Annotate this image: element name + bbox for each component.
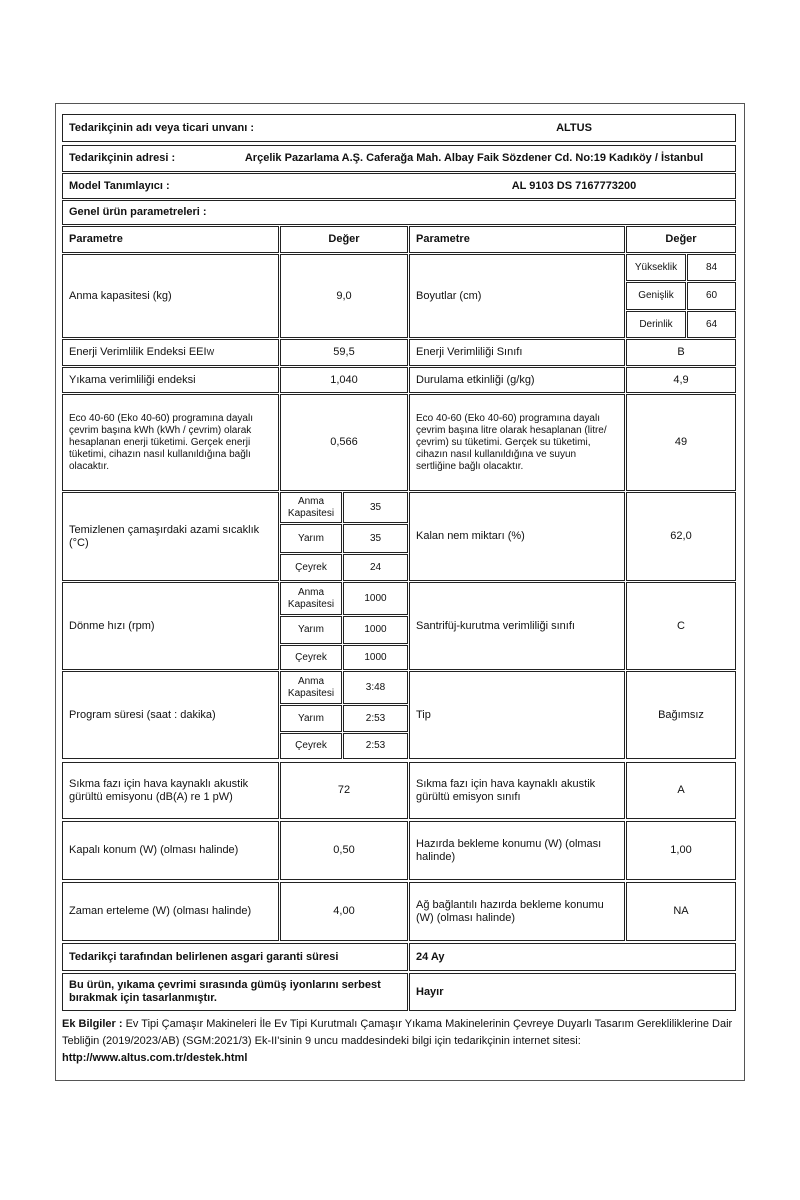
spin-half-value: 1000 bbox=[343, 616, 408, 644]
silver-ions-value: Hayır bbox=[409, 973, 736, 1011]
warranty-value: 24 Ay bbox=[409, 943, 736, 971]
temp-rated-name: Anma Kapasitesi bbox=[280, 492, 342, 523]
noise-value: 72 bbox=[280, 762, 408, 819]
supplier-address-label: Tedarikçinin adresi : bbox=[69, 152, 176, 164]
supplier-name-row bbox=[62, 114, 736, 142]
supplier-name-label: Tedarikçinin adı veya ticari unvanı : bbox=[69, 121, 255, 134]
dimensions-label: Boyutlar (cm) bbox=[409, 254, 625, 338]
wash-efficiency-value: 1,040 bbox=[280, 367, 408, 393]
spin-dry-class-label: Santrifüj-kurutma verimliliği sınıfı bbox=[409, 582, 625, 670]
eei-value: 59,5 bbox=[280, 339, 408, 366]
temp-quarter-name: Çeyrek bbox=[280, 554, 342, 581]
rinse-value: 4,9 bbox=[626, 367, 736, 393]
temperature-label: Temizlenen çamaşırdaki azami sıcaklık (°C) bbox=[62, 492, 279, 581]
depth-value: 64 bbox=[687, 311, 736, 338]
delay-start-label: Zaman erteleme (W) (olması halinde) bbox=[62, 882, 279, 941]
eei-label-text: Enerji Verimlilik Endeksi EEI bbox=[69, 346, 207, 358]
program-half-name: Yarım bbox=[280, 705, 342, 732]
standby-label: Hazırda bekleme konumu (W) (olması halinde) bbox=[409, 821, 625, 880]
spin-dry-class-value: C bbox=[626, 582, 736, 670]
spin-rated-name: Anma Kapasitesi bbox=[280, 582, 342, 615]
general-params-row bbox=[62, 200, 736, 225]
noise-class-label: Sıkma fazı için hava kaynaklı akustik gürültü emisyon sınıfı bbox=[409, 762, 625, 819]
support-link[interactable]: http://www.altus.com.tr/destek.html bbox=[62, 1052, 248, 1064]
width-name: Genişlik bbox=[626, 282, 686, 310]
additional-info-lead: Ek Bilgiler : bbox=[62, 1018, 123, 1030]
eei-label bbox=[62, 339, 279, 366]
silver-ions-label: Bu ürün, yıkama çevrimi sırasında gümüş iyonlarını serbest bırakmak için tasarlanmıştır. bbox=[62, 973, 408, 1011]
temp-half-name: Yarım bbox=[280, 524, 342, 553]
supplier-address-value: Arçelik Pazarlama A.Ş. Caferağa Mah. Albay Faik Sözdener Cd. No:19 Kadıköy / İstanbul bbox=[244, 152, 704, 164]
energy-class-value: B bbox=[626, 339, 736, 366]
depth-name: Derinlik bbox=[626, 311, 686, 338]
standby-value: 1,00 bbox=[626, 821, 736, 880]
supplier-address-row bbox=[62, 145, 736, 172]
warranty-label: Tedarikçi tarafından belirlenen asgari garanti süresi bbox=[62, 943, 408, 971]
network-standby-value: NA bbox=[626, 882, 736, 941]
program-rated-name: Anma Kapasitesi bbox=[280, 671, 342, 704]
header-param-left: Parametre bbox=[62, 226, 279, 253]
temp-quarter-value: 24 bbox=[343, 554, 408, 581]
additional-info bbox=[62, 1016, 736, 1078]
program-quarter-value: 2:53 bbox=[343, 733, 408, 759]
program-rated-value: 3:48 bbox=[343, 671, 408, 704]
network-standby-label: Ağ bağlantılı hazırda bekleme konumu (W) (olması halinde) bbox=[409, 882, 625, 941]
noise-class-value: A bbox=[626, 762, 736, 819]
model-value: AL 9103 DS 7167773200 bbox=[511, 179, 637, 192]
capacity-label: Anma kapasitesi (kg) bbox=[62, 254, 279, 338]
rinse-label: Durulama etkinliği (g/kg) bbox=[409, 367, 625, 393]
off-mode-label: Kapalı konum (W) (olması halinde) bbox=[62, 821, 279, 880]
type-value: Bağımsız bbox=[626, 671, 736, 759]
wash-efficiency-label: Yıkama verimliliği endeksi bbox=[62, 367, 279, 393]
program-quarter-name: Çeyrek bbox=[280, 733, 342, 759]
spin-half-name: Yarım bbox=[280, 616, 342, 644]
model-row bbox=[62, 173, 736, 199]
supplier-name-value: ALTUS bbox=[556, 121, 592, 134]
eco-energy-label: Eco 40-60 (Eko 40-60) programına dayalı çevrim başına kWh (kWh / çevrim) olarak hesaplanan enerji tüketimi. Gerçek enerji tüketimi, cihazın nasıl kullanıldığına bağlı olacaktır. bbox=[62, 394, 279, 491]
model-label: Model Tanımlayıcı : bbox=[69, 179, 170, 192]
temp-half-value: 35 bbox=[343, 524, 408, 553]
spin-label: Dönme hızı (rpm) bbox=[62, 582, 279, 670]
eei-label-sub: W bbox=[206, 348, 215, 357]
eco-energy-value: 0,566 bbox=[280, 394, 408, 491]
header-param-right: Parametre bbox=[409, 226, 625, 253]
moisture-value: 62,0 bbox=[626, 492, 736, 581]
delay-start-value: 4,00 bbox=[280, 882, 408, 941]
program-half-value: 2:53 bbox=[343, 705, 408, 732]
noise-label: Sıkma fazı için hava kaynaklı akustik gürültü emisyonu (dB(A) re 1 pW) bbox=[62, 762, 279, 819]
spin-quarter-name: Çeyrek bbox=[280, 645, 342, 670]
capacity-value: 9,0 bbox=[280, 254, 408, 338]
off-mode-value: 0,50 bbox=[280, 821, 408, 880]
header-value-left: Değer bbox=[280, 226, 408, 253]
spin-quarter-value: 1000 bbox=[343, 645, 408, 670]
energy-class-label: Enerji Verimliliği Sınıfı bbox=[409, 339, 625, 366]
additional-info-text: Ev Tipi Çamaşır Makineleri İle Ev Tipi Kurutmalı Çamaşır Yıkama Makinelerinin Çevreye Duyarlı Tasarım Gerekliliklerine Dair Tebliğin (2019/2023/AB) (SGM:2021/3) Ek-II'sinin 9 uncu maddesindeki bilgi için tedarikçinin internet sitesi: bbox=[62, 1018, 733, 1047]
moisture-label: Kalan nem miktarı (%) bbox=[409, 492, 625, 581]
spin-rated-value: 1000 bbox=[343, 582, 408, 615]
type-label: Tip bbox=[409, 671, 625, 759]
height-name: Yükseklik bbox=[626, 254, 686, 281]
eco-water-label: Eco 40-60 (Eko 40-60) programına dayalı çevrim başına litre olarak hesaplanan (litre/çevrim) su tüketimi. Gerçek su tüketimi, cihazın nasıl kullanıldığına ve suyun sertliğine bağlı olacaktır. bbox=[409, 394, 625, 491]
eco-water-value: 49 bbox=[626, 394, 736, 491]
width-value: 60 bbox=[687, 282, 736, 310]
height-value: 84 bbox=[687, 254, 736, 281]
program-duration-label: Program süresi (saat : dakika) bbox=[62, 671, 279, 759]
temp-rated-value: 35 bbox=[343, 492, 408, 523]
header-value-right: Değer bbox=[626, 226, 736, 253]
general-params-label: Genel ürün parametreleri : bbox=[69, 206, 207, 218]
